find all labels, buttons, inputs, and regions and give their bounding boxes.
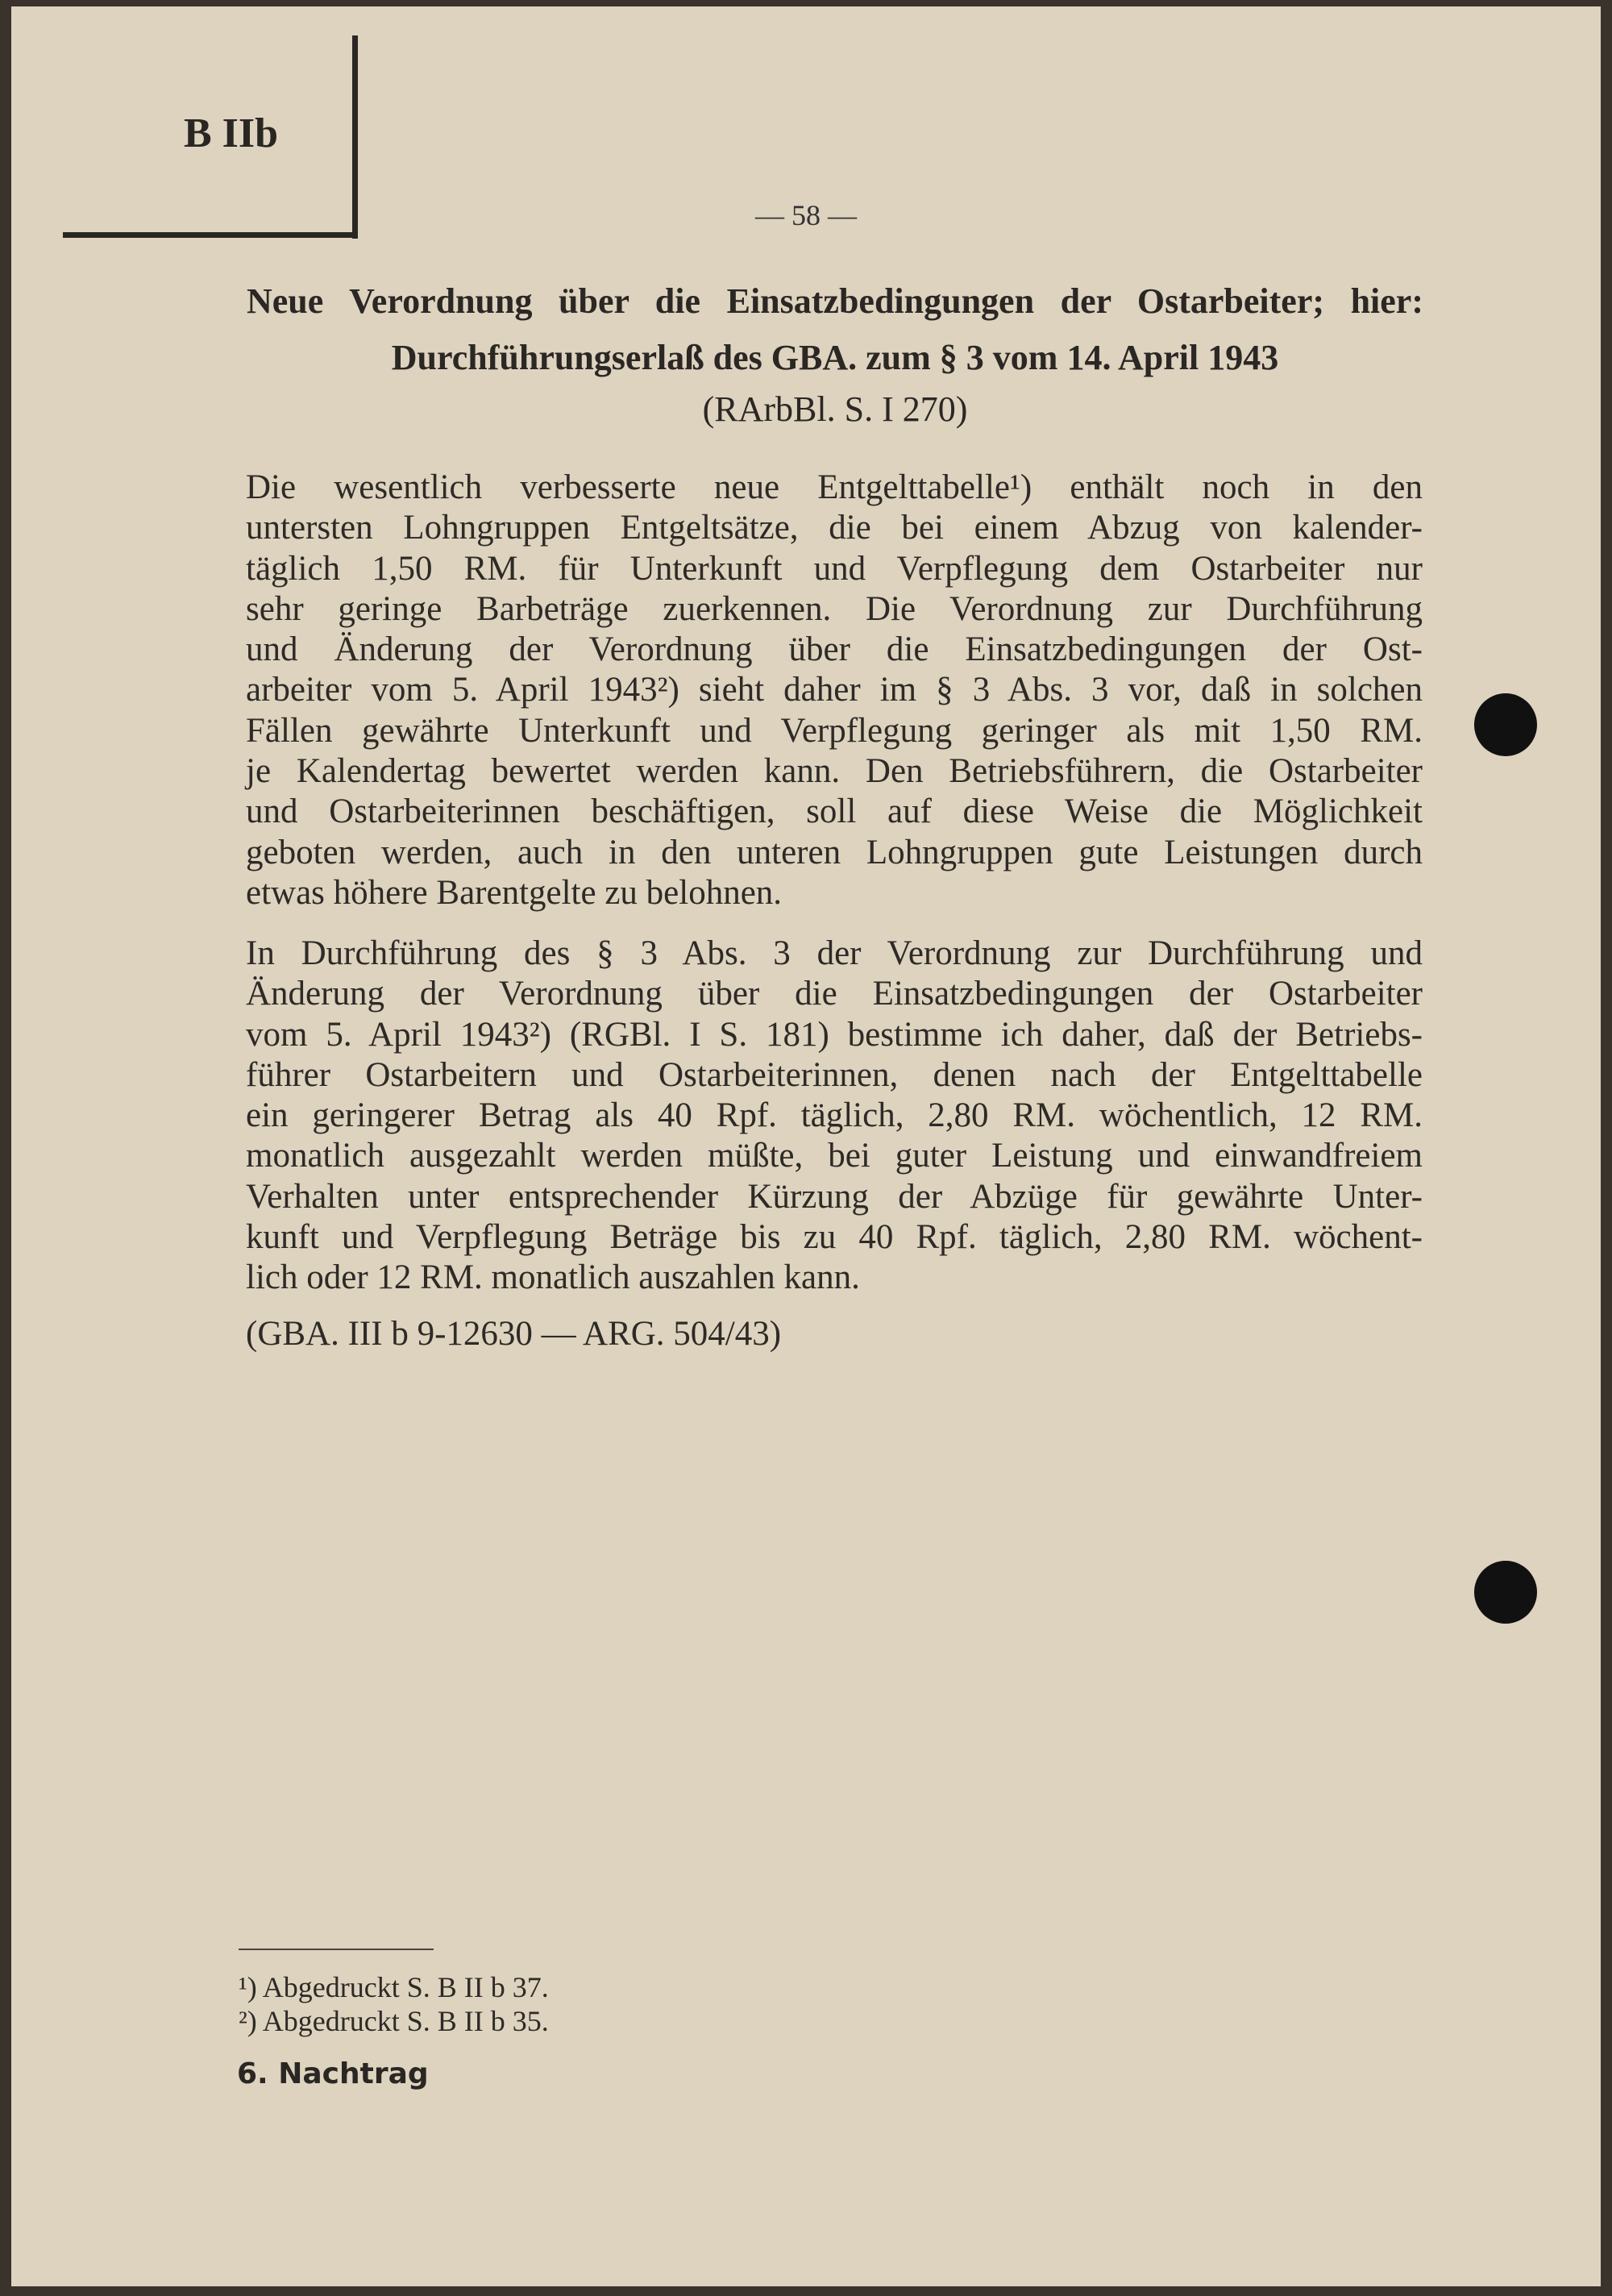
text-line: je Kalendertag bewertet werden kann. Den Betriebsführern, die Ostarbeiter <box>246 752 1423 791</box>
punch-hole <box>1474 693 1537 756</box>
punch-hole <box>1474 1561 1537 1624</box>
text-line: geboten werden, auch in den unteren Lohngruppen gute Leistungen durch <box>246 833 1423 871</box>
title-line-2: Durchführungserlaß des GBA. zum § 3 vom 14. April 1943 <box>391 338 1279 377</box>
text-line: kunft und Verpflegung Beträge bis zu 40 Rpf. täglich, 2,80 RM. wöchent- <box>246 1218 1423 1257</box>
text-line: monatlich ausgezahlt werden müßte, bei guter Leistung und einwandfreiem <box>246 1137 1423 1175</box>
text-line: Verhalten unter entsprechender Kürzung der Abzüge für gewährte Unter- <box>246 1177 1423 1216</box>
page-number: — 58 — <box>755 199 857 231</box>
title-citation: (RArbBl. S. I 270) <box>702 389 968 429</box>
text-line: täglich 1,50 RM. für Unterkunft und Verpflegung dem Ostarbeiter nur <box>246 549 1423 588</box>
text-line: führer Ostarbeitern und Ostarbeiterinnen, denen nach der Entgelttabelle <box>246 1055 1423 1094</box>
section-box-border-horizontal <box>63 232 358 238</box>
supplement-label: 6. Nachtrag <box>237 2057 429 2090</box>
text-line: In Durchführung des § 3 Abs. 3 der Verordnung zur Durchführung und <box>246 934 1423 972</box>
text-line: untersten Lohngruppen Entgeltsätze, die bei einem Abzug von kalender- <box>246 509 1423 547</box>
text-line: Fällen gewährte Unterkunft und Verpflegung geringer als mit 1,50 RM. <box>246 711 1423 750</box>
text-line: etwas höhere Barentgelte zu belohnen. <box>246 873 783 912</box>
section-label: B IIb <box>184 110 279 156</box>
paragraph-1 <box>246 468 1423 913</box>
reference-number: (GBA. III b 9-12630 — ARG. 504/43) <box>246 1315 782 1353</box>
text-line: sehr geringe Barbeträge zuerkennen. Die Verordnung zur Durchführung <box>246 589 1423 628</box>
title-line-1: Neue Verordnung über die Einsatzbedingungen der Ostarbeiter; hier: <box>247 281 1423 321</box>
text-line: lich oder 12 RM. monatlich auszahlen kann. <box>246 1258 860 1297</box>
footnote-divider <box>239 1949 434 1950</box>
footnote-1: ¹) Abgedruckt S. B II b 37. <box>239 1971 549 2003</box>
text-line: Änderung der Verordnung über die Einsatzbedingungen der Ostarbeiter <box>246 975 1423 1013</box>
text-line: arbeiter vom 5. April 1943²) sieht daher im § 3 Abs. 3 vor, daß in solchen <box>246 671 1423 709</box>
text-line: vom 5. April 1943²) (RGBl. I S. 181) bestimme ich daher, daß der Betriebs- <box>246 1015 1423 1054</box>
text-line: und Änderung der Verordnung über die Einsatzbedingungen der Ost- <box>246 630 1423 669</box>
text-line: ein geringerer Betrag als 40 Rpf. täglich, 2,80 RM. wöchentlich, 12 RM. <box>246 1096 1423 1135</box>
text-line: und Ostarbeiterinnen beschäftigen, soll auf diese Weise die Möglichkeit <box>246 792 1423 831</box>
footnote-2: ²) Abgedruckt S. B II b 35. <box>239 2005 549 2037</box>
text-line: Die wesentlich verbesserte neue Entgelttabelle¹) enthält noch in den <box>246 468 1423 506</box>
paragraph-2 <box>246 934 1423 1299</box>
